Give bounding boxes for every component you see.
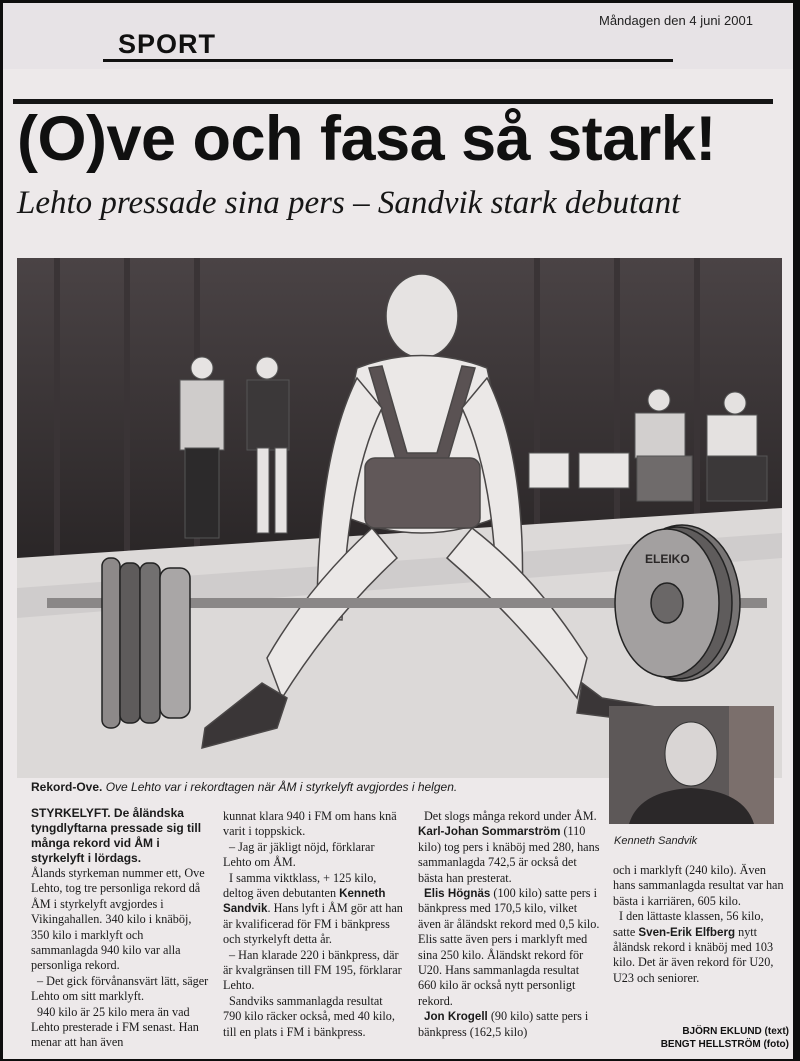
caption-lead: Rekord-Ove. <box>31 780 103 794</box>
text-run: (100 kilo) satte pers i bänkpress med 170,5 kilo, vilket även är åländskt rekord med 0,5 kilo. Elis satte även pers i marklyft med sina 250 kilo. Åländskt rekord för U20. Hans sammanlagda resultat 660 kilo är också nytt personligt rekord. <box>418 886 600 1008</box>
article-column-3 <box>418 809 600 1040</box>
paragraph <box>223 871 403 948</box>
plate-label: ELEIKO <box>645 552 690 566</box>
athlete-name: Sven-Erik Elfberg <box>638 925 736 939</box>
section-label: SPORT <box>118 29 217 59</box>
athlete-name: Jon Krogell <box>424 1010 488 1024</box>
paragraph: – Jag är jäkligt nöjd, förklarar Lehto om ÅM. <box>223 839 375 870</box>
text-run: (110 kilo) tog pers i knäböj med 280, hans sammanlagda 742,5 är också det bästa han presterat. <box>418 824 600 885</box>
text-run: I samma viktklass, + 125 kilo, deltog även debutanten <box>223 870 377 901</box>
paragraph <box>418 809 600 886</box>
portrait-illustration <box>609 706 774 824</box>
inset-caption: Kenneth Sandvik <box>614 835 698 847</box>
headline: (O)ve och fasa så stark! <box>17 104 716 174</box>
photo-caption <box>31 780 457 794</box>
byline <box>611 1025 789 1051</box>
issue-date: Måndagen den 4 juni 2001 <box>599 13 753 28</box>
text-run: I den lättaste klassen, 56 kilo, satte <box>613 909 764 939</box>
article-column-1 <box>31 806 209 1051</box>
deadlift-photo-illustration <box>17 258 782 778</box>
subheadline: Lehto pressade sina pers – Sandvik stark debutant <box>17 185 681 221</box>
paragraph: och i marklyft (240 kilo). Även hans sammanlagda resultat var han bästa i karriären, 605 kilo. <box>613 863 784 908</box>
article-lead: STYRKELYFT. De åländska tyngdlyftarna pressade sig till många rekord vid ÅM i styrkelyft i lördags. <box>31 806 202 865</box>
caption-text: Ove Lehto var i rekordtagen när ÅM i styrkelyft avgjordes i helgen. <box>105 780 458 794</box>
paragraph <box>418 1009 600 1040</box>
newspaper-clipping <box>3 3 793 1059</box>
paragraph: 940 kilo är 25 kilo mera än vad Lehto presterade i FM senast. Han menar att han även <box>31 1004 199 1050</box>
paragraph: Ålands styrkeman nummer ett, Ove Lehto, tog tre personliga rekord då ÅM i styrkelyft avgjordes i Vikingahallen. 340 kilo i knäböj, 350 kilo i marklyft och sammanlagda 940 kilo var alla personliga rekord. <box>31 866 205 973</box>
byline-text: BJÖRN EKLUND (text) <box>682 1026 789 1037</box>
byline-photo: BENGT HELLSTRÖM (foto) <box>660 1039 789 1050</box>
article-column-4 <box>613 863 785 986</box>
athlete-name: Kenneth Sandvik <box>223 887 386 916</box>
paragraph: – Det gick förvånansvärt lätt, säger Lehto om sitt marklyft. <box>31 973 209 1004</box>
article-column-2 <box>223 809 403 1040</box>
text-run: . Hans lyft i ÅM gör att han är kvalificerad för FM i bänkpress och styrkelyft detta år. <box>223 901 403 947</box>
paragraph: – Han klarade 220 i bänkpress, där är kvalgränsen till FM 195, förklarar Lehto. <box>223 947 402 993</box>
main-photo <box>17 258 782 778</box>
paragraph: Sandviks sammanlagda resultat 790 kilo räcker också, med 40 kilo, till en plats i FM i bänkpress. <box>223 993 395 1039</box>
paragraph: kunnat klara 940 i FM om hans knä varit i toppskick. <box>223 809 397 839</box>
inset-photo <box>609 706 774 824</box>
athlete-name: Elis Högnäs <box>424 887 491 901</box>
text-run: (90 kilo) satte pers i bänkpress (162,5 kilo) <box>418 1009 589 1039</box>
paragraph <box>418 886 600 1009</box>
text-run: nytt åländsk rekord i knäböj med 103 kilo. Det är även rekord för U20, U23 och seniorer. <box>613 924 774 985</box>
paragraph <box>613 909 785 986</box>
masthead-rule <box>103 59 673 62</box>
text-run: Det slogs många rekord under ÅM. <box>424 809 597 823</box>
athlete-name: Karl-Johan Sommarström <box>418 825 561 839</box>
